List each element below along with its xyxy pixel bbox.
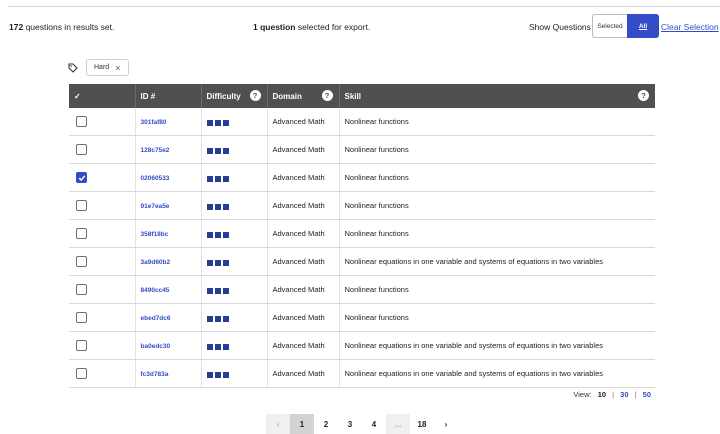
row-select-cell [69,108,135,136]
difficulty-bar [215,372,221,378]
row-skill-cell: Nonlinear functions [339,192,655,220]
row-id-cell [135,276,201,304]
row-checkbox[interactable] [76,340,87,351]
row-skill-cell: Nonlinear functions [339,220,655,248]
difficulty-indicator [207,148,267,154]
row-domain-cell: Advanced Math [267,248,339,276]
header-select[interactable]: ✓ [69,84,135,108]
table-row[interactable] [69,136,655,164]
row-domain-cell: Advanced Math [267,332,339,360]
row-difficulty-cell [201,164,267,192]
page-18-button[interactable]: 18 [417,419,427,429]
row-skill-cell: Nonlinear functions [339,164,655,192]
checkmark-icon [78,174,86,182]
row-skill-cell: Nonlinear equations in one variable and systems of equations in two variables [339,360,655,388]
difficulty-bar [223,260,229,266]
prev-page-button[interactable]: ‹ [266,414,290,434]
row-skill-cell: Nonlinear equations in one variable and systems of equations in two variables [339,248,655,276]
row-id-cell [135,220,201,248]
row-difficulty-cell [201,192,267,220]
question-id-link[interactable]: 301faf80 [140,119,167,126]
difficulty-bar [215,120,221,126]
difficulty-bar [223,120,229,126]
row-difficulty-cell [201,108,267,136]
clear-selection-link[interactable]: Clear Selection [661,22,719,32]
page-3-button[interactable]: 3 [347,419,353,429]
show-all-button[interactable]: All [627,14,659,38]
selected-count: 1 question selected for export. [253,22,371,32]
questions-table [69,84,655,388]
row-checkbox[interactable] [76,200,87,211]
row-select-cell [69,332,135,360]
difficulty-bar [215,176,221,182]
question-icon[interactable]: ? [322,90,333,101]
row-skill-cell: Nonlinear functions [339,276,655,304]
page-size-50[interactable]: 50 [642,390,651,399]
difficulty-indicator [207,288,267,294]
difficulty-indicator [207,204,267,210]
question-id-link[interactable]: 02060533 [140,175,170,182]
header-id: ID # [135,84,201,108]
row-select-cell [69,248,135,276]
row-checkbox[interactable] [76,228,87,239]
view-label: View: [573,390,592,399]
row-skill-cell: Nonlinear functions [339,136,655,164]
table-row[interactable] [69,360,655,388]
difficulty-indicator [207,316,267,322]
close-icon[interactable]: × [115,62,121,73]
show-questions-label: Show Questions [529,22,591,32]
question-id-link[interactable]: ba0edc30 [140,343,171,350]
row-domain-cell: Advanced Math [267,164,339,192]
page-1-button[interactable]: 1 [290,414,314,434]
difficulty-bar [215,260,221,266]
row-id-cell [135,360,201,388]
row-difficulty-cell [201,220,267,248]
question-id-link[interactable]: ebed7dc6 [140,315,171,322]
row-domain-cell: Advanced Math [267,192,339,220]
row-skill-cell: Nonlinear functions [339,108,655,136]
difficulty-bar [223,288,229,294]
difficulty-bar [223,204,229,210]
table-row[interactable] [69,304,655,332]
difficulty-bar [223,232,229,238]
row-checkbox[interactable] [76,116,87,127]
row-checkbox[interactable] [76,144,87,155]
page-2-button[interactable]: 2 [323,419,329,429]
row-domain-cell: Advanced Math [267,108,339,136]
row-select-cell [69,220,135,248]
header-domain: Domain ? [267,84,339,108]
row-select-cell [69,304,135,332]
row-difficulty-cell [201,332,267,360]
table-row[interactable] [69,192,655,220]
row-checkbox[interactable] [76,368,87,379]
header-skill: Skill ? [339,84,655,108]
question-id-link[interactable]: 8490cc45 [140,287,170,294]
difficulty-bar [207,260,213,266]
next-page-button[interactable]: › [444,419,448,429]
row-domain-cell: Advanced Math [267,220,339,248]
table-row[interactable] [69,248,655,276]
difficulty-bar [223,148,229,154]
row-difficulty-cell [201,136,267,164]
row-checkbox[interactable] [76,172,87,183]
difficulty-indicator [207,260,267,266]
table-row[interactable] [69,164,655,192]
table-row[interactable] [69,332,655,360]
page-size-current: 10 [597,390,607,399]
filter-chip-hard [86,59,129,76]
row-select-cell [69,276,135,304]
difficulty-bar [207,232,213,238]
filter-chip-label: Hard [94,64,110,71]
difficulty-indicator [207,344,267,350]
row-domain-cell: Advanced Math [267,136,339,164]
show-selected-button[interactable]: Selected [592,14,627,38]
difficulty-bar [215,232,221,238]
row-difficulty-cell [201,304,267,332]
row-id-cell [135,192,201,220]
difficulty-bar [207,372,213,378]
row-id-cell [135,248,201,276]
row-select-cell [69,192,135,220]
difficulty-indicator [207,176,267,182]
row-id-cell [135,332,201,360]
difficulty-bar [223,316,229,322]
top-divider [8,6,720,7]
page-size-selector: View: 10 | 30 | 50 [573,390,651,399]
row-difficulty-cell [201,276,267,304]
results-count: 172 questions in results set. [9,22,115,32]
row-domain-cell: Advanced Math [267,360,339,388]
difficulty-bar [215,344,221,350]
difficulty-bar [207,204,213,210]
table-row[interactable] [69,108,655,136]
header-difficulty: Difficulty ? [201,84,267,108]
row-checkbox[interactable] [76,256,87,267]
row-difficulty-cell [201,360,267,388]
difficulty-bar [215,316,221,322]
row-id-cell [135,136,201,164]
difficulty-bar [207,316,213,322]
question-id-link[interactable]: 128c75e2 [140,147,170,154]
difficulty-bar [223,176,229,182]
question-id-link[interactable]: 91e7ea5e [140,203,170,210]
row-select-cell [69,136,135,164]
difficulty-indicator [207,232,267,238]
difficulty-bar [207,148,213,154]
row-checkbox[interactable] [76,312,87,323]
page-size-30[interactable]: 30 [620,390,629,399]
table-row[interactable] [69,220,655,248]
page-4-button[interactable]: 4 [371,419,377,429]
difficulty-bar [215,204,221,210]
row-domain-cell: Advanced Math [267,276,339,304]
difficulty-bar [207,344,213,350]
table-header-row [69,84,655,108]
pagination-ellipsis: ... [386,414,410,434]
difficulty-indicator [207,120,267,126]
question-icon[interactable]: ? [250,90,261,101]
question-id-link[interactable]: 3a9d60b2 [140,259,171,266]
pagination [266,414,458,434]
question-id-link[interactable]: fc3d783a [140,371,169,378]
difficulty-bar [207,288,213,294]
row-domain-cell: Advanced Math [267,304,339,332]
question-icon[interactable]: ? [638,90,649,101]
tag-icon [68,63,78,73]
difficulty-bar [215,288,221,294]
table-row[interactable] [69,276,655,304]
difficulty-bar [223,344,229,350]
difficulty-bar [207,176,213,182]
row-id-cell [135,108,201,136]
row-id-cell [135,304,201,332]
difficulty-bar [223,372,229,378]
row-id-cell [135,164,201,192]
difficulty-indicator [207,372,267,378]
show-questions-toggle [592,14,659,38]
row-checkbox[interactable] [76,284,87,295]
question-id-link[interactable]: 358f18bc [140,231,169,238]
row-select-cell [69,164,135,192]
row-skill-cell: Nonlinear equations in one variable and systems of equations in two variables [339,332,655,360]
difficulty-bar [207,120,213,126]
row-difficulty-cell [201,248,267,276]
difficulty-bar [215,148,221,154]
row-skill-cell: Nonlinear functions [339,304,655,332]
row-select-cell [69,360,135,388]
